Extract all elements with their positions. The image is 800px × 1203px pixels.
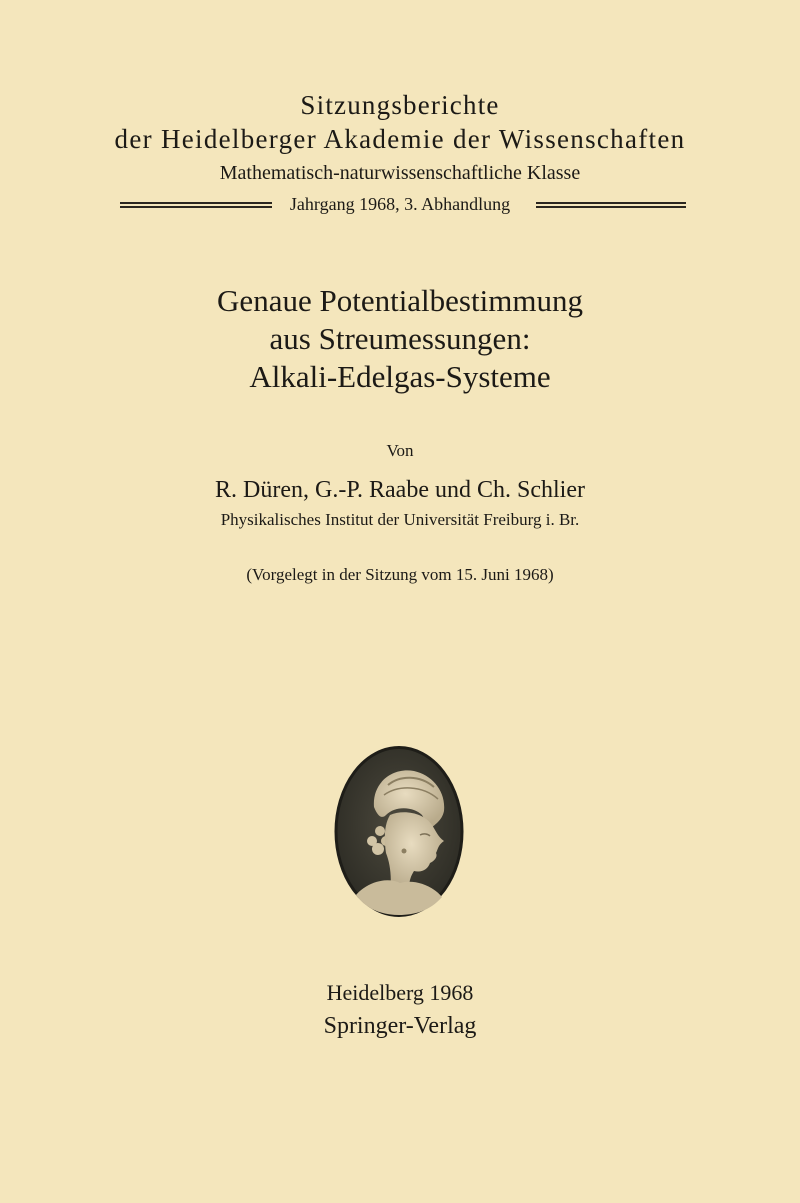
presented-note: (Vorgelegt in der Sitzung vom 15. Juni 1968) (246, 565, 554, 584)
authors: R. Düren, G.-P. Raabe und Ch. Schlier (215, 477, 585, 503)
paper-title-line-1: Genaue Potentialbestimmung (217, 283, 583, 318)
paper-title-line-2: aus Streumessungen: (269, 321, 531, 356)
class-line: Mathematisch-naturwissenschaftliche Klasse (219, 162, 581, 184)
institute: Physikalisches Institut der Universität Freiburg i. Br. (220, 510, 580, 529)
series-subtitle: der Heidelberger Akademie der Wissenschaften (114, 124, 686, 154)
imprint-place-year: Heidelberg 1968 (326, 980, 474, 1005)
publisher: Springer-Verlag (323, 1013, 477, 1039)
series-title: Sitzungsberichte (300, 90, 500, 120)
paper-title-line-3: Alkali-Edelgas-Systeme (249, 359, 551, 394)
year-line: Jahrgang 1968, 3. Abhandlung (289, 194, 511, 214)
cameo-portrait-icon (334, 745, 464, 918)
by-line: Von (386, 441, 414, 460)
